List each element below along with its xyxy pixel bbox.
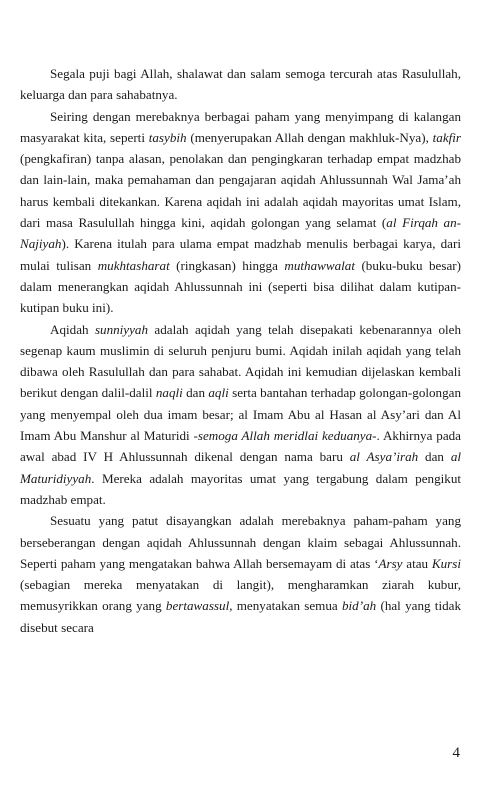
italic-term: tasybih	[148, 129, 187, 145]
text-run: Sesuatu yang patut disayangkan adalah merebaknya paham-paham yang berseberangan dengan aqidah Ahlussunnah dengan klaim sebagai Ahlussunnah. Seperti paham yang mengatakan bahwa Allah bersemayam di atas ‘	[20, 513, 461, 571]
text-run: dan	[418, 449, 451, 465]
italic-term: bertawassul	[165, 598, 230, 614]
italic-term: sunniyyah	[94, 321, 149, 337]
italic-term: mukhtasharat	[97, 257, 170, 273]
paragraph	[20, 106, 461, 319]
text-run: (hal yang tidak disebut secara	[20, 598, 461, 635]
text-run: Aqidah	[50, 321, 95, 337]
italic-term: -semoga Allah meridlai keduanya-	[193, 428, 377, 444]
page-number: 4	[452, 745, 460, 761]
italic-term: Arsy	[378, 555, 403, 571]
italic-term: Kursi	[431, 555, 461, 571]
italic-term: al Asya’irah	[349, 449, 419, 465]
italic-term: muthawwalat	[284, 257, 355, 273]
text-run: ). Karena itulah para ulama empat madzhab menulis berbagai karya, dari mulai tulisan	[20, 236, 461, 273]
text-run: Seiring dengan merebaknya berbagai paham yang menyimpang di kalangan masyarakat kita, seperti	[20, 108, 461, 145]
paragraph	[20, 510, 461, 638]
italic-term: al Firqah an-Najiyah	[20, 215, 461, 252]
paragraph	[20, 63, 461, 106]
text-run: , menyatakan semua	[229, 598, 342, 614]
italic-term: bid’ah	[342, 598, 377, 614]
text-run: Segala puji bagi Allah, shalawat dan salam semoga tercurah atas Rasulullah, keluarga dan para sahabatnya.	[20, 66, 461, 103]
italic-term: naqli	[155, 385, 183, 401]
text-run: (pengkafiran) tanpa alasan, penolakan dan pengingkaran terhadap empat madzhab dan lain-lain, maka pemahaman dan pengajaran aqidah Ahlussunnah Wal Jama’ah harus kembali ditekankan. Karena aqidah ini adalah aqidah mayoritas umat Islam, dari masa Rasulullah hingga kini, aqidah golongan yang selamat (	[20, 151, 461, 231]
text-run: serta bantahan terhadap golongan-golongan yang menyempal oleh dua imam besar; al Imam Abu al Hasan al Asy’ari dan Al Imam Abu Manshur al Maturidi	[20, 385, 462, 444]
text-run: (sebagian mereka menyatakan di langit), mengharamkan ziarah kubur, memusyrikkan orang yang	[20, 577, 461, 614]
text-run: atau	[402, 555, 432, 571]
text-run: adalah aqidah yang telah disepakati kebenarannya oleh segenap kaum muslimin di seluruh penjuru bumi. Aqidah inilah aqidah yang telah dibawa oleh Rasulullah dan para sahabat. Aqidah ini kemudian dijelaskan kembali berikut dengan dalil-dalil	[20, 321, 461, 401]
text-run: . Mereka adalah mayoritas umat yang tergabung dalam pengikut madzhab empat.	[20, 470, 461, 507]
text-run: . Akhirnya pada awal abad IV H Ahlussunnah dikenal dengan nama baru	[20, 428, 461, 465]
text-run: dan	[182, 385, 209, 401]
text-run: (ringkasan) hingga	[169, 257, 285, 273]
body-text	[20, 63, 461, 638]
text-run: (menyerupakan Allah dengan makhluk-Nya),	[186, 129, 433, 145]
paragraph	[20, 319, 461, 511]
text-run: (buku-buku besar) dalam menerangkan aqidah Ahlussunnah ini (seperti bisa dilihat dalam kutipan-kutipan buku ini).	[20, 257, 461, 316]
italic-term: al Maturidiyyah	[20, 449, 461, 486]
italic-term: takfir	[432, 129, 462, 145]
italic-term: aqli	[208, 385, 229, 401]
